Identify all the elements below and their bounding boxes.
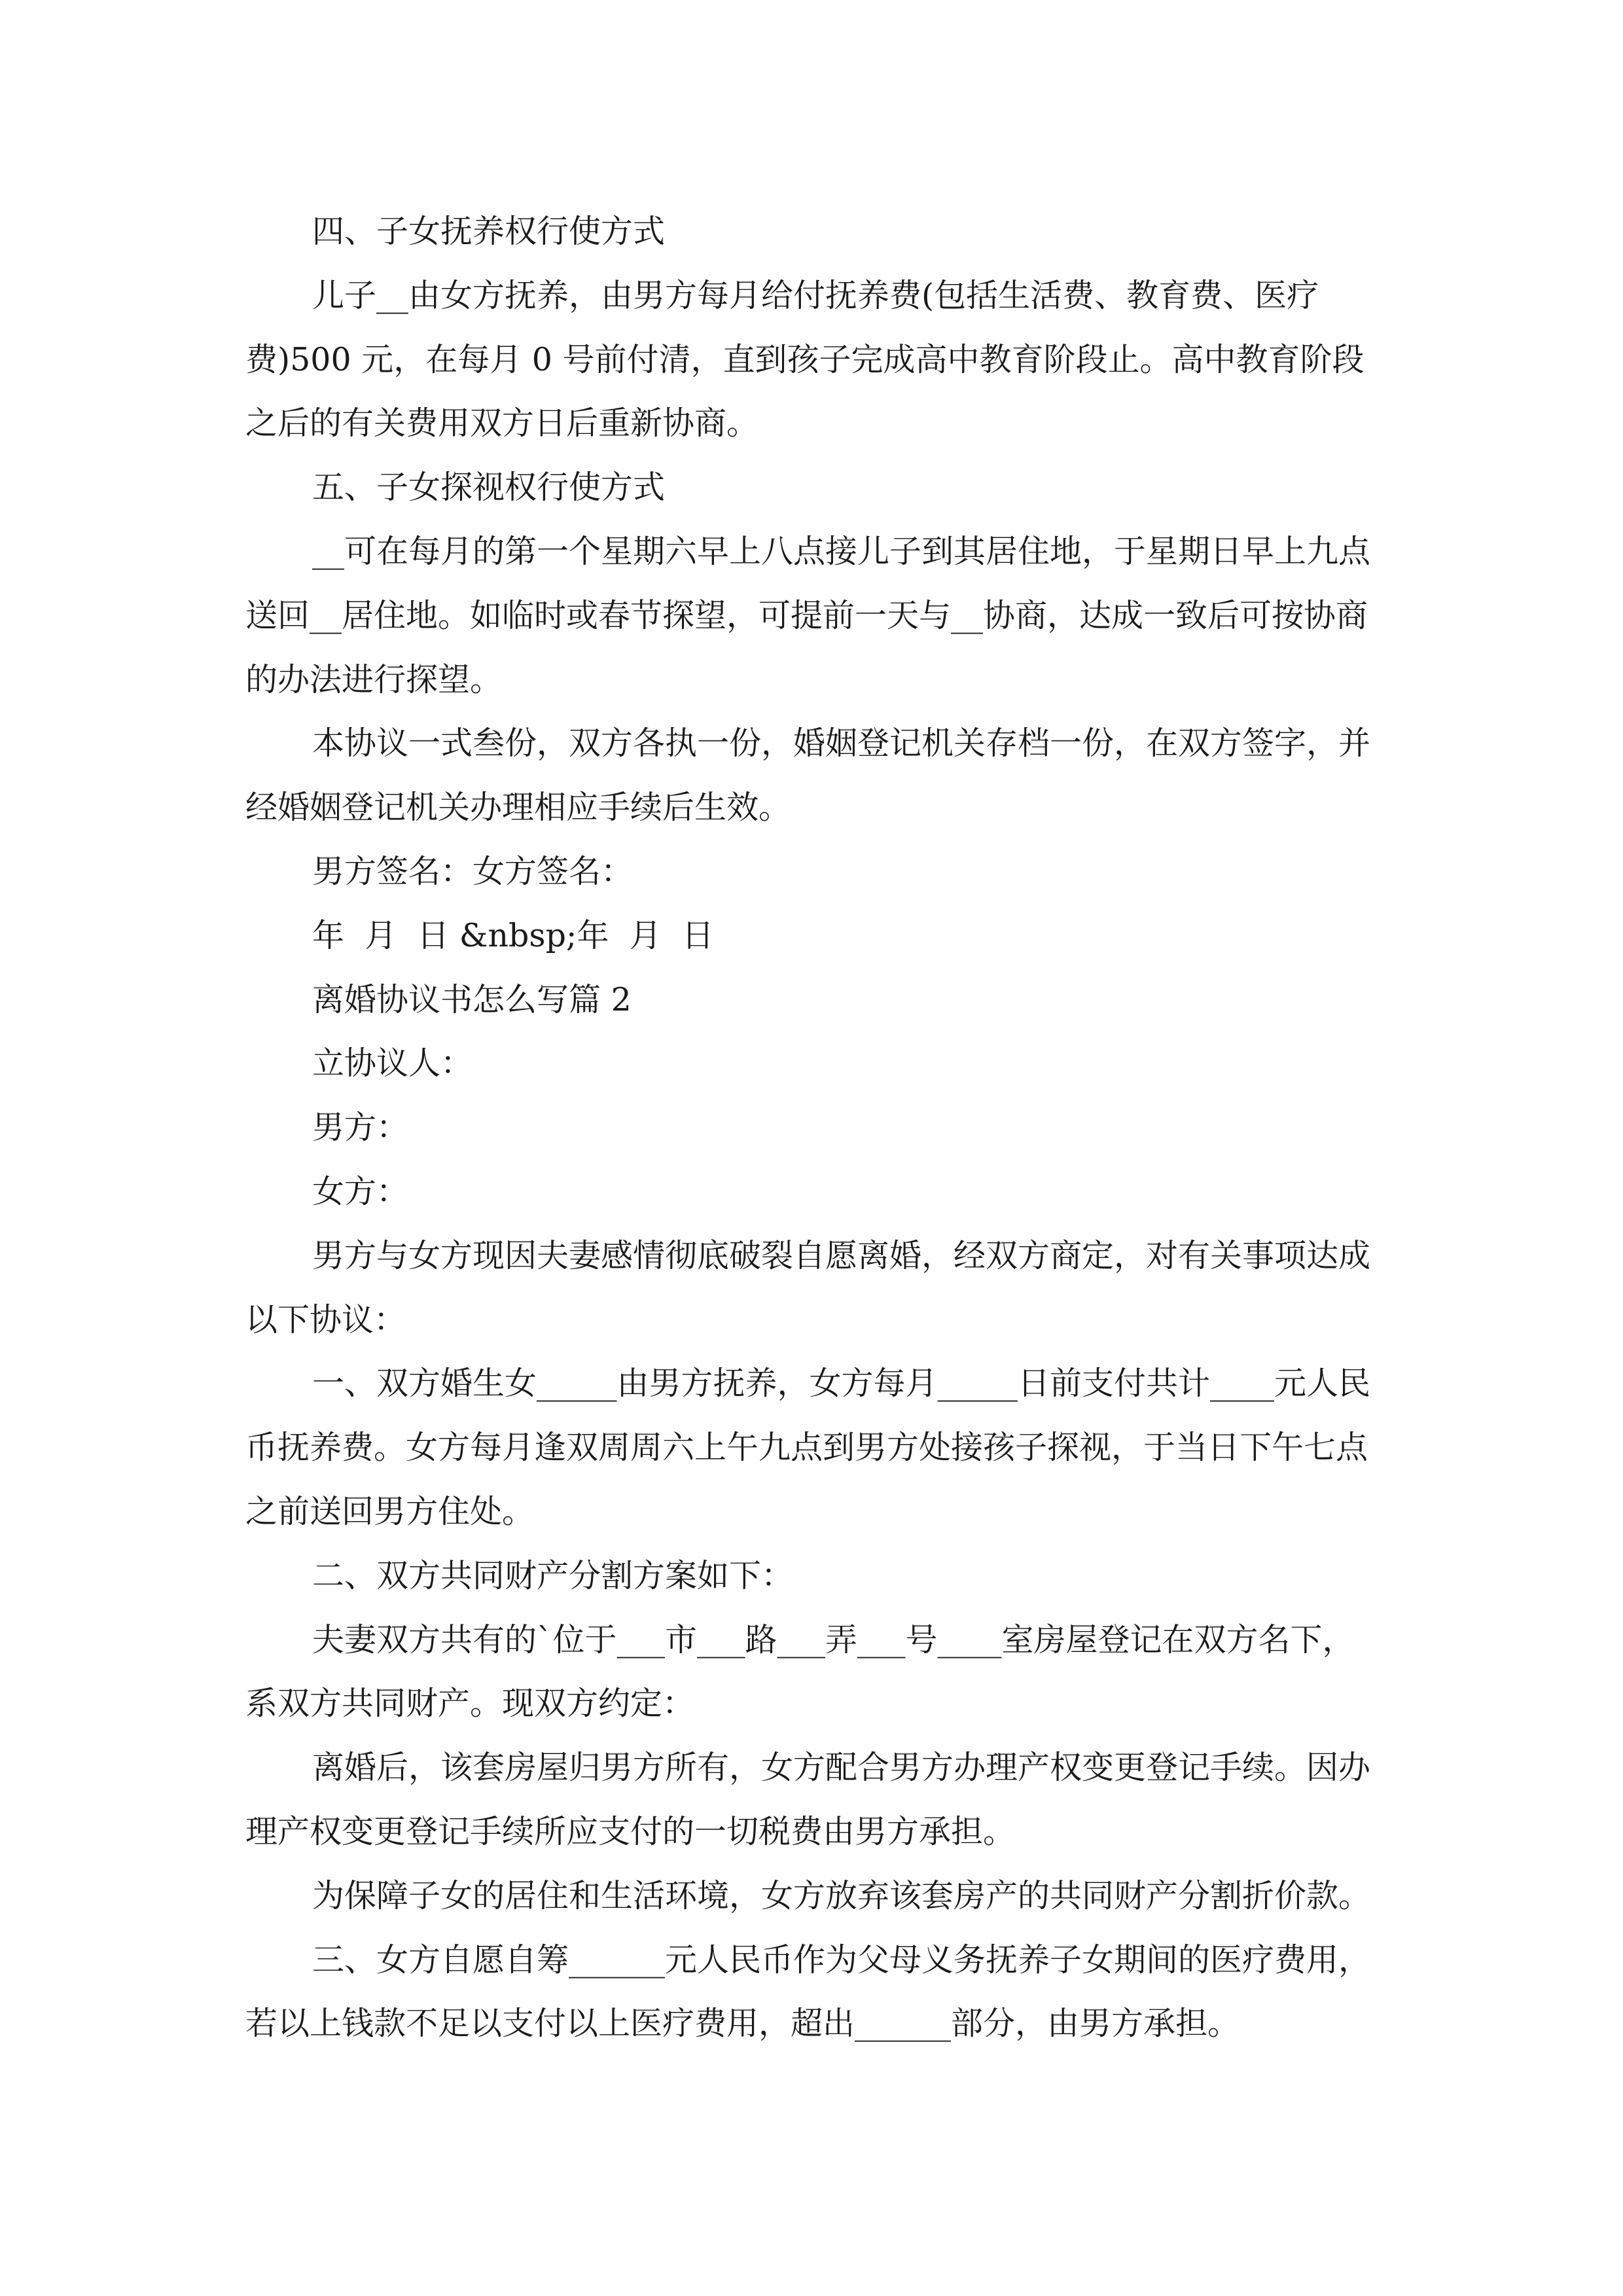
paragraph: [245, 1544, 1381, 1608]
document-body: [245, 200, 1381, 2056]
paragraph: [245, 840, 1381, 904]
text-line: 费)500 元，在每月 0 号前付清，直到孩子完成高中教育阶段止。高中教育阶段: [245, 340, 1364, 378]
text-line: 四、子女抚养权行使方式: [312, 213, 666, 250]
text-line: 一、双方婚生女_____由男方抚养，女方每月_____日前支付共计____元人民: [312, 1365, 1371, 1403]
text-line: 以下协议：: [245, 1300, 406, 1338]
paragraph: [245, 711, 1381, 840]
text-line: 男方：: [312, 1109, 409, 1147]
text-line: 儿子__由女方抚养，由男方每月给付抚养费(包括生活费、教育费、医疗: [312, 276, 1319, 314]
text-line: 为保障子女的居住和生活环境，女方放弃该套房产的共同财产分割折价款。: [312, 1876, 1371, 1914]
text-line: 男方签名：女方签名：: [312, 852, 633, 890]
paragraph: [245, 520, 1381, 711]
paragraph: [245, 1031, 1381, 1096]
paragraph: [245, 1096, 1381, 1160]
text-line: 女方：: [312, 1172, 409, 1210]
text-line: 理产权变更登记手续所应支付的一切税费由男方承担。: [245, 1812, 1016, 1850]
paragraph: [245, 968, 1381, 1032]
paragraph: [245, 456, 1381, 520]
paragraph: [245, 1608, 1381, 1736]
text-line: 离婚后，该套房屋归男方所有，女方配合男方办理产权变更登记手续。因办: [312, 1749, 1371, 1787]
text-line: 夫妻双方共有的`位于___市___路___弄___号____室房屋登记在双方名下，: [312, 1621, 1355, 1659]
paragraph: [245, 1224, 1381, 1352]
text-line: 之前送回男方住处。: [245, 1492, 535, 1530]
text-line: 币抚养费。女方每月逢双周周六上午九点到男方处接孩子探视，于当日下午七点: [245, 1429, 1368, 1467]
text-line: 三、女方自愿自筹______元人民币作为父母义务抚养子女期间的医疗费用，: [312, 1941, 1371, 1979]
paragraph: [245, 1352, 1381, 1543]
paragraph: [245, 1864, 1381, 1928]
paragraph: [245, 264, 1381, 456]
text-line: 离婚协议书怎么写篇 2: [312, 980, 632, 1018]
text-line: 若以上钱款不足以支付以上医疗费用，超出______部分，由男方承担。: [245, 2005, 1240, 2043]
text-line: 二、双方共同财产分割方案如下：: [312, 1556, 794, 1594]
text-line: 的办法进行探望。: [245, 660, 503, 698]
paragraph: [245, 904, 1381, 968]
text-line: 经婚姻登记机关办理相应手续后生效。: [245, 789, 791, 827]
text-line: 年 月 日 &nbsp;年 月 日: [312, 916, 714, 954]
text-line: 系双方共同财产。现双方约定：: [245, 1685, 695, 1723]
paragraph: [245, 1160, 1381, 1224]
text-line: 立协议人：: [312, 1045, 473, 1083]
text-line: 男方与女方现因夫妻感情彻底破裂自愿离婚，经双方商定，对有关事项达成: [312, 1236, 1371, 1274]
text-line: __可在每月的第一个星期六早上八点接儿子到其居住地，于星期日早上九点: [312, 532, 1371, 570]
text-line: 送回__居住地。如临时或春节探望，可提前一天与__协商，达成一致后可按协商: [245, 596, 1368, 634]
text-line: 之后的有关费用双方日后重新协商。: [245, 404, 759, 442]
paragraph: [245, 1736, 1381, 1864]
paragraph: [245, 1928, 1381, 2056]
paragraph: [245, 200, 1381, 264]
text-line: 五、子女探视权行使方式: [312, 469, 666, 507]
text-line: 本协议一式叁份，双方各执一份，婚姻登记机关存档一份，在双方签字，并: [312, 725, 1371, 762]
